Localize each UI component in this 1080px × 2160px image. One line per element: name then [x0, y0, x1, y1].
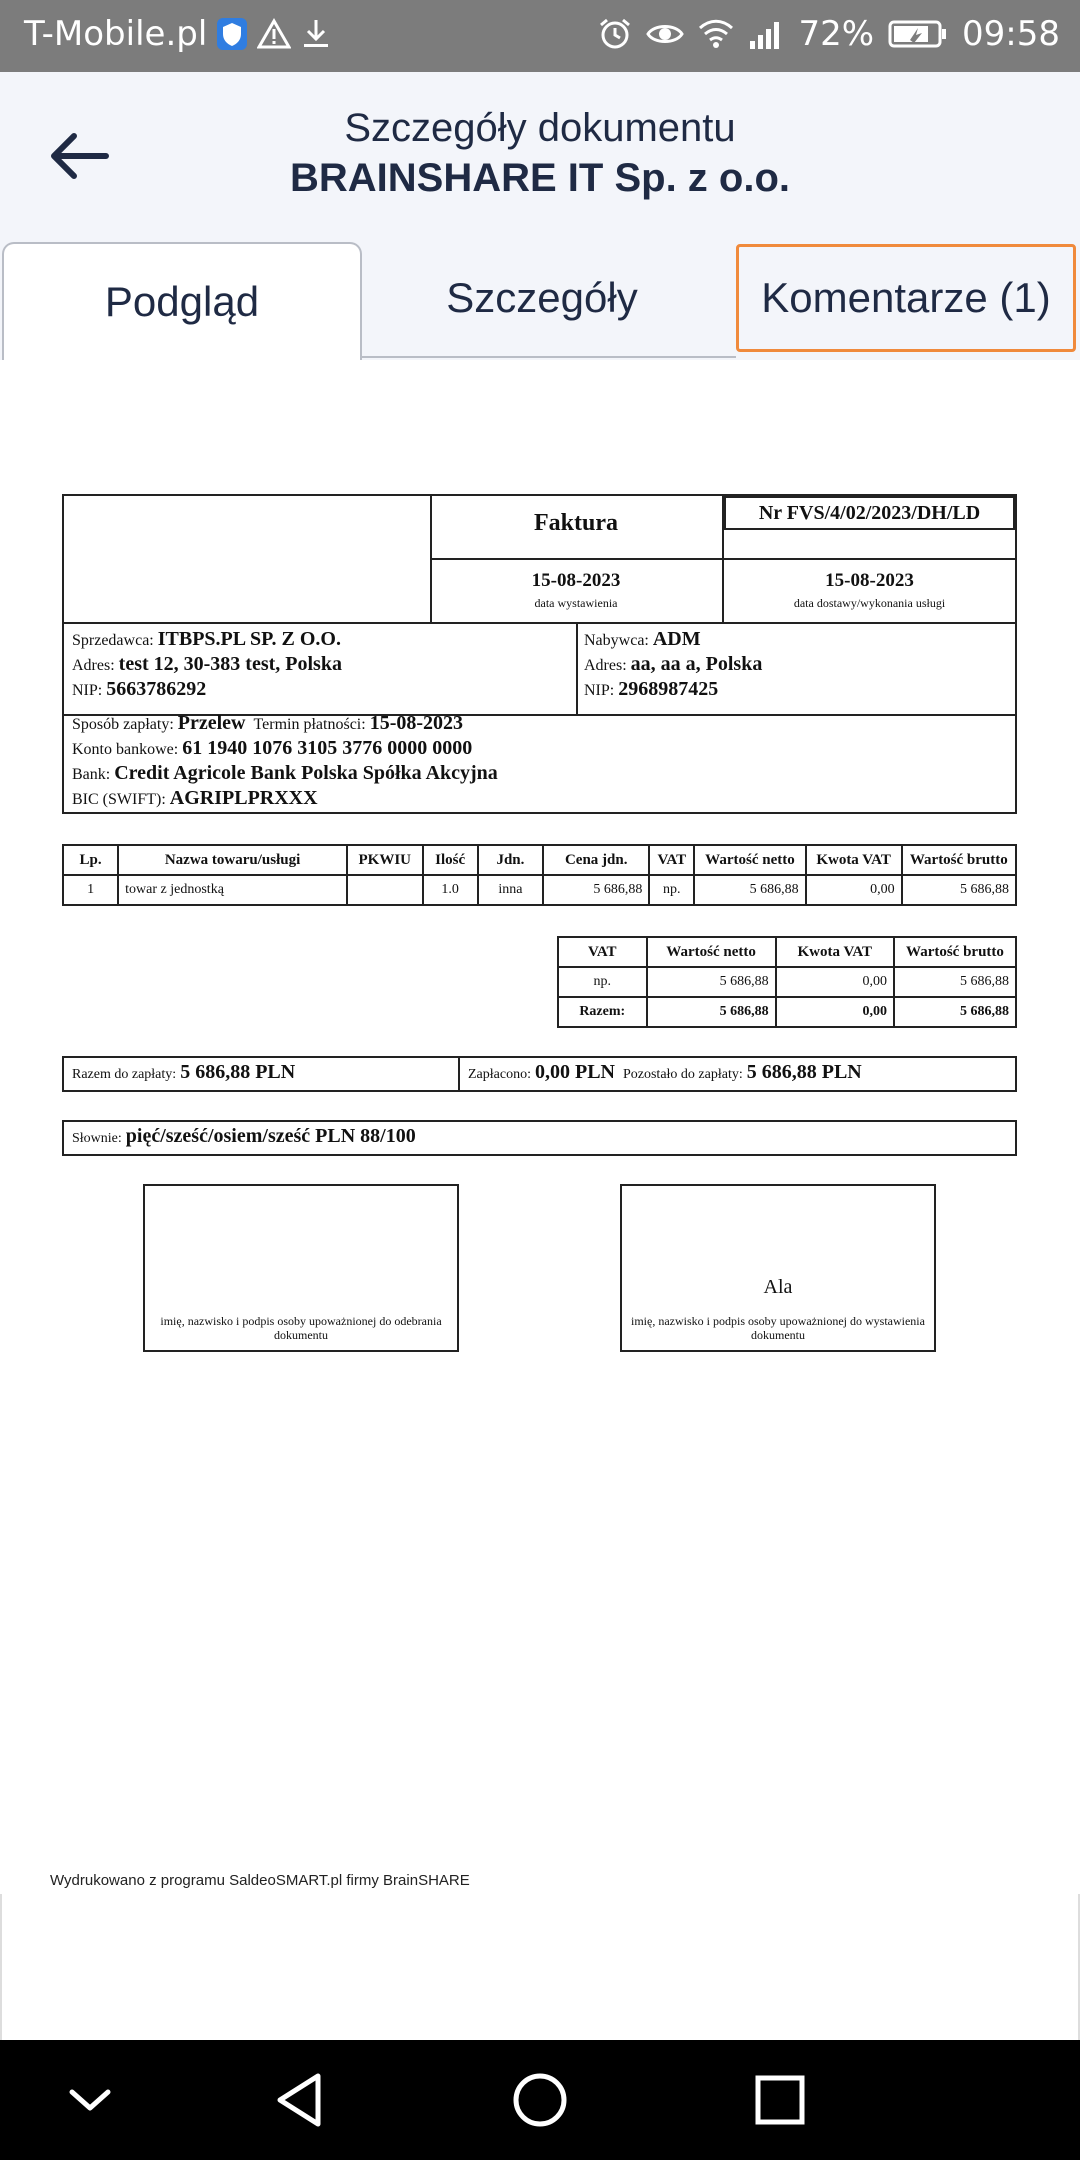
vat-summary-table: [557, 936, 1017, 1028]
buyer-nip-line: [584, 678, 718, 701]
seller-address-label: Adres:: [72, 657, 115, 674]
bank-account-line: [72, 737, 472, 760]
item-net: 5 686,88: [694, 875, 805, 905]
divider: [458, 1056, 460, 1092]
invoice-number: Nr FVS/4/02/2023/DH/LD: [758, 502, 981, 524]
table-row: [558, 967, 1016, 997]
summary-header-row: [558, 937, 1016, 967]
item-unit: inna: [478, 875, 543, 905]
total-vat-amount: 0,00: [776, 997, 894, 1027]
paid-line: [468, 1061, 862, 1084]
tab-comments[interactable]: Komentarze (1): [736, 244, 1076, 352]
seller-nip-line: [72, 678, 206, 701]
item-qty: 1.0: [423, 875, 478, 905]
tab-details[interactable]: Szczegóły: [362, 240, 722, 358]
circle-home-icon: [500, 2060, 580, 2140]
tab-bar: [0, 240, 1080, 360]
total-gross: 5 686,88: [894, 997, 1016, 1027]
total-net: 5 686,88: [647, 997, 776, 1027]
sum-col-net: Wartość netto: [647, 937, 776, 967]
issue-date-label: data wystawienia: [534, 596, 618, 610]
bic-code: AGRIPLPRXXX: [169, 787, 318, 809]
payment-due: 15-08-2023: [369, 712, 464, 734]
payment-due-label: Termin płatności:: [253, 716, 366, 733]
printed-by-note: Wydrukowano z programu SaldeoSMART.pl firmy BrainSHARE: [50, 1872, 470, 1889]
item-pkwiu: [347, 875, 423, 905]
nav-home-button[interactable]: [500, 2060, 580, 2140]
payment-method-label: Sposób zapłaty:: [72, 716, 174, 733]
remaining-amount: 5 686,88 PLN: [746, 1061, 862, 1083]
item-vat: np.: [649, 875, 694, 905]
paid-amount: 0,00 PLN: [534, 1061, 615, 1083]
divider: [576, 622, 578, 716]
seller-nip: 5663786292: [106, 678, 207, 700]
col-vat: VAT: [649, 845, 694, 875]
seller-name: ITBPS.PL SP. Z O.O.: [157, 628, 341, 650]
nav-recents-button[interactable]: [740, 2060, 820, 2140]
buyer-address-label: Adres:: [584, 657, 627, 674]
bic-line: [72, 787, 318, 810]
seller-nip-label: NIP:: [72, 682, 103, 699]
item-lp: 1: [63, 875, 118, 905]
col-net: Wartość netto: [694, 845, 805, 875]
shield-icon: [217, 18, 247, 50]
delivery-date-label: data dostawy/wykonania usługi: [793, 596, 946, 610]
app-header: [0, 72, 1080, 240]
seller-line: [72, 628, 341, 651]
issuer-name: Ala: [763, 1276, 793, 1298]
seller-address: test 12, 30-383 test, Polska: [118, 653, 342, 675]
delivery-date: 15-08-2023: [825, 570, 914, 591]
issue-date: 15-08-2023: [531, 570, 621, 591]
buyer-label: Nabywca:: [584, 632, 649, 649]
bank-line: [72, 762, 498, 785]
nav-collapse-button[interactable]: [50, 2060, 130, 2140]
seller-label: Sprzedawca:: [72, 632, 154, 649]
buyer-line: [584, 628, 701, 651]
download-icon: [301, 18, 331, 50]
company-name: BRAINSHARE IT Sp. z o.o.: [290, 156, 790, 200]
col-name: Nazwa towaru/usługi: [118, 845, 347, 875]
alarm-icon: [598, 17, 632, 51]
triangle-back-icon: [260, 2060, 340, 2140]
status-bar: [0, 0, 1080, 72]
items-table: [62, 844, 1017, 906]
sum-col-vat: VAT: [558, 937, 647, 967]
bank-account: 61 1940 1076 3105 3776 0000 0000: [182, 737, 473, 759]
chevron-down-icon: [50, 2060, 130, 2140]
sum-gross: 5 686,88: [894, 967, 1016, 997]
signal-icon: [748, 19, 784, 49]
battery-percent: 72%: [798, 14, 875, 54]
page-title: Szczegóły dokumentu: [344, 106, 736, 150]
bank-label: Bank:: [72, 766, 111, 783]
battery-icon: [888, 19, 948, 49]
buyer-nip-label: NIP:: [584, 682, 615, 699]
buyer-name: ADM: [652, 628, 701, 650]
sum-vat: np.: [558, 967, 647, 997]
payment-method: Przelew: [177, 712, 246, 734]
nav-back-button[interactable]: [260, 2060, 340, 2140]
col-gross: Wartość brutto: [902, 845, 1016, 875]
tab-preview[interactable]: Podgląd: [2, 242, 362, 360]
buyer-address-line: [584, 653, 762, 676]
sum-col-gross: Wartość brutto: [894, 937, 1016, 967]
carrier-name: T-Mobile.pl: [24, 14, 208, 54]
items-header-row: [63, 845, 1016, 875]
col-vat-amount: Kwota VAT: [806, 845, 902, 875]
sum-col-vat-amount: Kwota VAT: [776, 937, 894, 967]
words-label: Słownie:: [72, 1131, 122, 1146]
wifi-icon: [698, 18, 734, 50]
to-pay-amount: 5 686,88 PLN: [180, 1061, 296, 1083]
remaining-label: Pozostało do zapłaty:: [622, 1067, 743, 1082]
item-price: 5 686,88: [543, 875, 649, 905]
bank-account-label: Konto bankowe:: [72, 741, 179, 758]
warning-icon: [257, 18, 291, 50]
amount-in-words: pięć/sześć/osiem/sześć PLN 88/100: [125, 1125, 416, 1147]
col-pkwiu: PKWIU: [347, 845, 423, 875]
bank-name: Credit Agricole Bank Polska Spółka Akcyjna: [114, 762, 498, 784]
system-navigation-bar: [0, 2040, 1080, 2160]
col-qty: Ilość: [423, 845, 478, 875]
signature-receiver-caption: imię, nazwisko i podpis osoby upoważnionej do odebrania dokumentu: [160, 1314, 442, 1342]
payment-method-line: [72, 712, 463, 735]
signature-issuer-caption: imię, nazwisko i podpis osoby upoważnionej do wystawienia dokumentu: [631, 1314, 925, 1342]
tab-divider: [722, 356, 736, 358]
to-pay-label: Razem do zapłaty:: [72, 1067, 177, 1082]
col-price: Cena jdn.: [543, 845, 649, 875]
clock-time: 09:58: [962, 14, 1060, 54]
eye-icon: [646, 19, 684, 49]
buyer-address: aa, aa a, Polska: [630, 653, 763, 675]
words-line: [72, 1125, 416, 1148]
to-pay-line: [72, 1061, 295, 1084]
sum-vat-amount: 0,00: [776, 967, 894, 997]
item-gross: 5 686,88: [902, 875, 1016, 905]
item-vat-amount: 0,00: [806, 875, 902, 905]
sum-net: 5 686,88: [647, 967, 776, 997]
summary-total-row: [558, 997, 1016, 1027]
col-unit: Jdn.: [478, 845, 543, 875]
total-label: Razem:: [558, 997, 647, 1027]
item-name: towar z jednostką: [118, 875, 347, 905]
buyer-nip: 2968987425: [618, 678, 719, 700]
square-recents-icon: [740, 2060, 820, 2140]
invoice-title: Faktura: [534, 510, 618, 536]
preview-lower-area: [0, 1894, 1080, 2040]
bic-label: BIC (SWIFT):: [72, 791, 166, 808]
seller-address-line: [72, 653, 342, 676]
paid-label: Zapłacono:: [468, 1067, 531, 1082]
document-preview[interactable]: [0, 360, 1080, 1900]
col-lp: Lp.: [63, 845, 118, 875]
table-row: [63, 875, 1016, 905]
